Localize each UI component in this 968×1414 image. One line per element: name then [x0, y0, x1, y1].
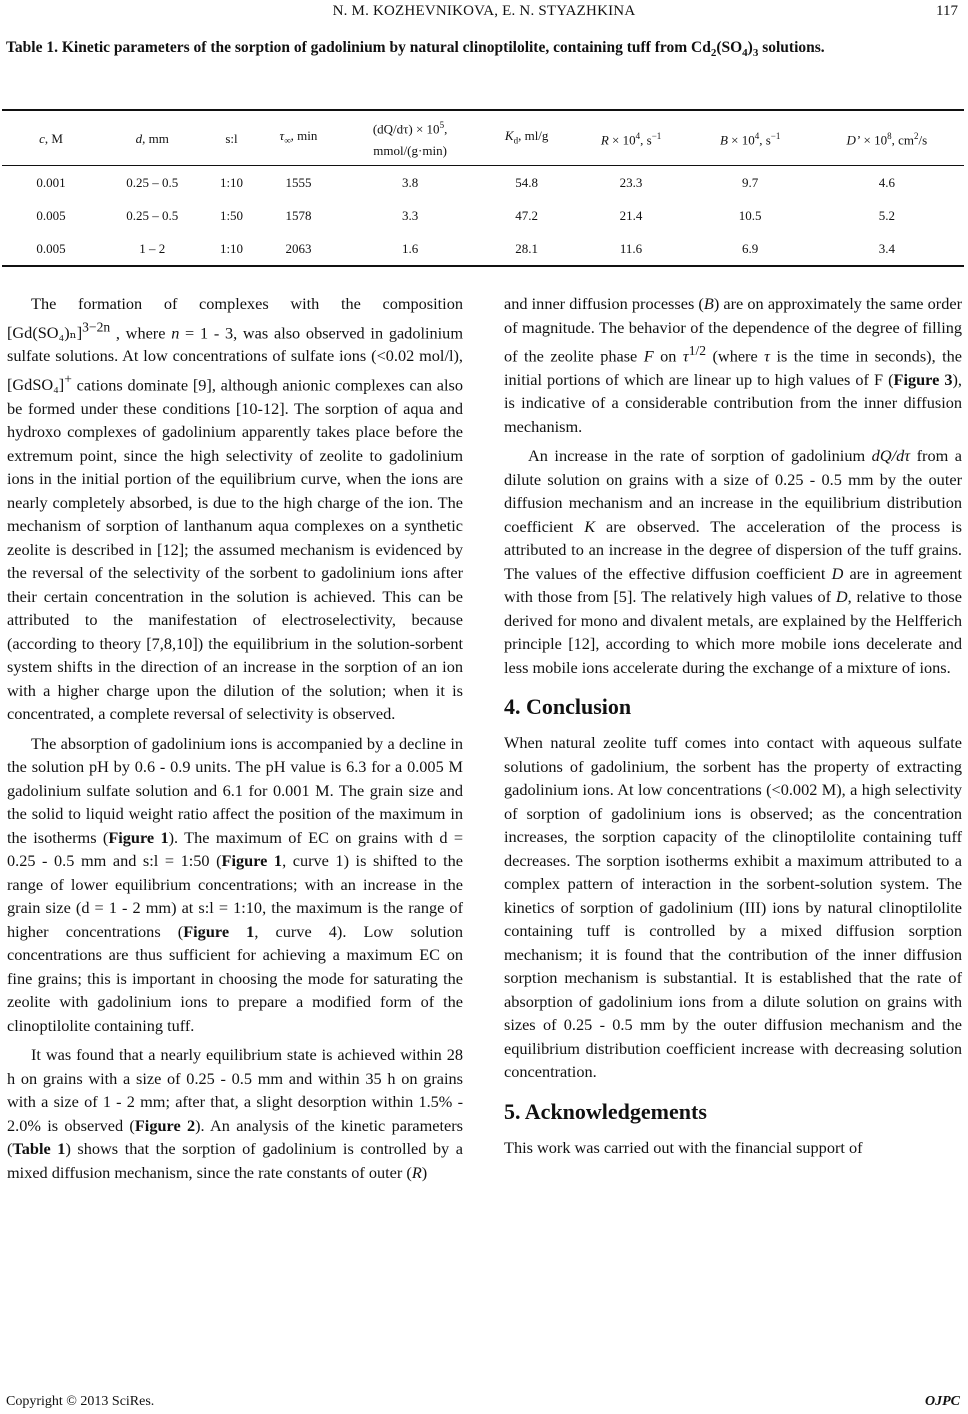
copyright: Copyright © 2013 SciRes.	[6, 1394, 155, 1409]
kinetics-table	[2, 109, 964, 267]
paragraph: It was found that a nearly equilibrium state is achieved within 28 h on grains with a size of 0.25 - 0.5 mm and within 35 h on grains with a size of 1 - 2 mm; after that, a slight desorption within 1.5% - 2.0% is observed (Figure 2). An analysis of the kinetic parameters (Table 1) shows that the sorption of gadolinium is controlled by a mixed diffusion mechanism, since the rate constants of outer (R)	[7, 1045, 463, 1182]
table-cell: 1:10	[219, 240, 244, 256]
table-cell: 0.25 – 0.5	[126, 207, 179, 223]
paragraph: The absorption of gadolinium ions is accompanied by a decline in the solution pH by 0.6 - 0.9 units. The pH value is 6.3 for a 0.005 M gadolinium sulfate solution and 6.1 for 0.001 M. The grain size and the solid to liquid weight ratio affect the position of the maximum in the isotherms (Figure 1). The maximum of EC on grains with d = 0.25 - 0.5 mm and s:l = 1:50 (Figure 1, curve 1) is shifted to the range of lower equilibrium concentrations; with an increase in the grain size (d = 1 - 2 mm) at s:l = 1:10, the maximum is the range of higher concentrations (Figure 1, curve 4). Low solution concentrations are thus sufficient for achieving a maximum EC on fine grains; this is important in choosing the mode for saturating the zeolite with gadolinium ions to prepare a modified form of the clinoptilolite containing tuff.	[7, 733, 463, 1035]
table-cell: 0.005	[36, 240, 66, 256]
col-header-r: $R \times 10^4$, $s^{-1}$	[600, 130, 662, 148]
figure-ref[interactable]: Figure 2	[134, 1115, 196, 1135]
journal-name: OJPC	[925, 1394, 960, 1409]
table-cell: 1578	[285, 207, 312, 223]
table-cell: 23.3	[619, 174, 643, 190]
table-cell: 10.5	[738, 207, 762, 223]
col-header-b: $B \times 10^4$, $s^{-1}$	[719, 130, 781, 148]
table-cell: 11.6	[619, 240, 643, 256]
table-cell: 4.6	[878, 174, 895, 190]
table-cell: 3.3	[401, 207, 419, 223]
table-cell: 1:50	[219, 207, 244, 223]
table-cell: 0.005	[36, 207, 66, 223]
table-cell: 9.7	[742, 174, 759, 190]
figure-ref[interactable]: Figure 1	[183, 921, 255, 941]
col-header-d: d, mm	[135, 130, 169, 146]
authors: N. M. KOZHEVNIKOVA, E. N. STYAZHKINA	[332, 3, 636, 19]
table-body	[2, 166, 964, 267]
table-cell: 5.2	[878, 207, 895, 223]
table-caption: Table 1. Kinetic parameters of the sorption of gadolinium by natural clinoptilolite, containing tuff from $Cd_2(SO_4)_3$ solutions.	[6, 39, 825, 60]
table-ref[interactable]: Table 1	[12, 1139, 66, 1159]
conclusion-paragraph: When natural zeolite tuff comes into contact with aqueous sulfate solutions of gadolinium, the sorbent has the property of extracting gadolinium ions. At low concentrations (<0.002 M), a high selectivity of sorption of gadolinium ions is observed; as the concentration increases, the sorption capacity of the clinoptilolite containing tuff decreases. The sorption isotherms exhibit a maximum attributed to a complex pattern of interaction in the sorbent-solution system. The kinetics of sorption of gadolinium (III) ions by natural clinoptilolite containing tuff is controlled by a mixed diffusion sorption mechanism; it is found that the contribution of the inner diffusion sorption mechanism is substantial. It is established that the rate of absorption of gadolinium ions from a dilute solution on grains with sizes of 0.25 - 0.5 mm by the outer diffusion mechanism and the equilibrium distribution coefficient increase with decreasing solution concentration.	[504, 733, 962, 1082]
table-cell: 2063	[285, 240, 312, 256]
table-row	[2, 232, 964, 266]
left-column	[7, 292, 463, 1184]
table-cell: 21.4	[619, 207, 643, 223]
acknowledgements-paragraph: This work was carried out with the financial support of	[504, 1137, 863, 1157]
table-row	[2, 199, 964, 232]
formula-gd-so4-n: $[Gd(SO_4)_n]^{3-2n}$	[7, 319, 111, 342]
figure-ref[interactable]: Figure 1	[108, 827, 169, 847]
table-cell: 0.25 – 0.5	[126, 174, 179, 190]
col-header-kd: $K_d$, ml/g	[504, 127, 549, 146]
page-number: 117	[936, 3, 958, 19]
figure-ref[interactable]: Figure 1	[221, 851, 283, 871]
col-header-tau: $\tau_\infty$, min	[279, 127, 318, 146]
table-cell: 1.6	[401, 240, 419, 256]
col-header-rate: $(dQ/d\tau) \times 10^5$, mmol/(g·min)	[372, 120, 448, 158]
paragraph: and inner diffusion processes (B) are on approximately the same order of magnitude. The behavior of the dependence of the degree of filling of the zeolite phase F on $\tau^{1/2}$ (where τ is the time in seconds), the initial portions of which are linear up to high values of F (Figure 3), is indicative of a considerable contribution from the inner diffusion mechanism.	[504, 294, 962, 436]
section-heading-conclusion: 4. Conclusion	[504, 694, 632, 720]
table-header-row	[2, 110, 964, 166]
table-cell: 47.2	[515, 207, 539, 223]
col-header-d-prime: D’ × $10^8$, $cm^2/s$	[846, 130, 928, 148]
table-cell: 0.001	[36, 174, 66, 190]
table-cell: 3.4	[878, 240, 895, 256]
section-heading-acknowledgements: 5. Acknowledgements	[504, 1098, 707, 1124]
table-cell: 1555	[285, 174, 312, 190]
col-header-c: c, M	[39, 130, 63, 146]
formula-gdso4-plus: [GdSO₄]+	[7, 371, 72, 395]
running-head	[0, 0, 968, 24]
table-cell: 1 – 2	[139, 240, 166, 256]
table-cell: 6.9	[742, 240, 759, 256]
table-cell: 54.8	[515, 174, 539, 190]
paragraph: An increase in the rate of sorption of gadolinium dQ/dτ from a dilute solution on grains with a size of 0.25 - 0.5 mm by the outer diffusion mechanism and an increase in the equilibrium distribution coefficient K are observed. The acceleration of the process is attributed to an increase in the degree of dispersion of the tuff grains. The values of the effective diffusion coefficient D are in agreement with those from [5]. The relatively high values of D, relative to those derived for mono and divalent metals, are explained by the Helfferich principle [12], according to which more mobile ions decelerate and less mobile ions accelerate during the exchange of a mixture of ions.	[504, 446, 963, 677]
figure-ref[interactable]: Figure 3	[893, 369, 953, 389]
table-cell: 1:10	[219, 174, 244, 190]
formula-dq-dtau: dQ/dτ	[871, 446, 911, 466]
col-header-sl: s:l	[225, 130, 238, 146]
paragraph: The formation of complexes with the composition $[Gd(SO_4)_n]^{3-2n}$ , where n = 1 - 3, was also observed in gadolinium sulfate solutions. At low concentrations of sulfate ions (<0.02 mol/l), [GdSO₄]+ cations dominate [9], although anionic complexes can also be formed under these conditions [10-12]. The sorption of aqua and hydroxo complexes of gadolinium apparently takes place before the extremum point, since the high selectivity of zeolite to gadolinium ions in the initial portion of the equilibrium curve, when the ions are nearly completely absorbed, is due to the high charge of the ion. The mechanism of sorption of lanthanum aqua complexes on a synthetic zeolite is described in [12]; the assumed mechanism is evidenced by the reversal of the selectivity of the sorbent to gadolinium ions after their certain concentration in the solution is achieved. This can be attributed to the manifestation of electroselectivity, because (according to theory [7,8,10]) the equilibrium in the solution-sorbent system shifts in the direction of an increase in the sorption of an ion with a higher charge upon the dilution of the solution; when it is concentrated, a complete reversal of selectivity is observed.	[7, 294, 463, 724]
table-cell: 3.8	[401, 174, 419, 190]
table-row	[2, 166, 964, 200]
table-cell: 28.1	[515, 240, 539, 256]
right-column	[504, 292, 962, 1159]
